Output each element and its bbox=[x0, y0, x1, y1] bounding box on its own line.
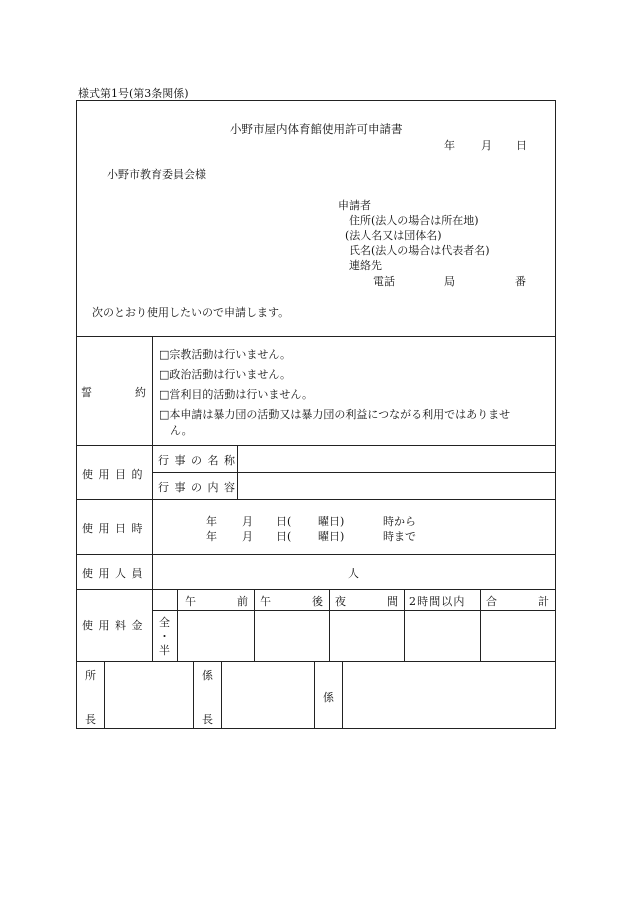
applicant-label: 申請者 bbox=[338, 199, 371, 212]
phone-label: 電話 bbox=[373, 275, 395, 288]
pledge-item: □本申請は暴力団の活動又は暴力団の利益につながる利用ではありませ bbox=[159, 408, 511, 421]
start-weekday: 曜日) bbox=[318, 515, 345, 528]
divider bbox=[177, 589, 178, 661]
divider bbox=[76, 336, 556, 337]
fee-header-two-hours: 2時間以内 bbox=[409, 595, 466, 608]
divider bbox=[221, 661, 222, 729]
full-half-dot: ・ bbox=[159, 630, 170, 643]
end-day: 日( bbox=[276, 530, 292, 543]
divider bbox=[76, 589, 556, 590]
end-year: 年 bbox=[206, 530, 217, 543]
divider bbox=[76, 661, 556, 662]
fee-header-night-a: 夜 bbox=[335, 595, 346, 608]
divider bbox=[104, 661, 105, 729]
form-title: 小野市屋内体育館使用許可申請書 bbox=[230, 122, 403, 136]
pledge-label-left: 誓 bbox=[81, 386, 92, 399]
full-half-half: 半 bbox=[159, 644, 170, 657]
director-bottom: 長 bbox=[85, 713, 96, 726]
fee-header-morning-b: 前 bbox=[237, 595, 248, 608]
divider bbox=[152, 610, 556, 611]
phone-exchange: 局 bbox=[444, 275, 455, 288]
divider bbox=[342, 661, 343, 729]
date-day: 日 bbox=[516, 139, 527, 152]
addressee: 小野市教育委員会様 bbox=[107, 168, 206, 181]
applicant-org-name: (法人名又は団体名) bbox=[345, 229, 442, 242]
start-day: 日( bbox=[276, 515, 292, 528]
date-month: 月 bbox=[481, 139, 492, 152]
divider bbox=[314, 661, 315, 729]
fee-label: 使用料金 bbox=[82, 619, 148, 632]
fee-header-total-b: 計 bbox=[538, 595, 549, 608]
fee-header-night-b: 間 bbox=[387, 595, 398, 608]
event-content-label: 行事の内容 bbox=[158, 481, 241, 494]
staff-label: 係 bbox=[323, 691, 334, 704]
fee-header-total-a: 合 bbox=[486, 595, 497, 608]
section-chief-top: 係 bbox=[202, 669, 213, 682]
form-number: 様式第1号(第3条関係) bbox=[78, 87, 189, 100]
start-year: 年 bbox=[206, 515, 217, 528]
event-content-field[interactable] bbox=[238, 473, 555, 498]
divider bbox=[193, 661, 194, 729]
end-month: 月 bbox=[242, 530, 253, 543]
datetime-label: 使用日時 bbox=[82, 522, 148, 535]
pledge-item-continued: ん。 bbox=[170, 424, 193, 437]
pledge-item: □営利目的活動は行いません。 bbox=[159, 388, 314, 401]
divider bbox=[254, 589, 255, 661]
divider bbox=[329, 589, 330, 661]
director-top: 所 bbox=[85, 669, 96, 682]
event-name-label: 行事の名称 bbox=[158, 454, 241, 467]
fee-header-morning-a: 午 bbox=[185, 595, 196, 608]
fee-header-afternoon-b: 後 bbox=[312, 595, 323, 608]
applicant-contact: 連絡先 bbox=[349, 259, 382, 272]
divider bbox=[404, 589, 405, 661]
start-time: 時から bbox=[383, 515, 416, 528]
start-month: 月 bbox=[242, 515, 253, 528]
end-weekday: 曜日) bbox=[318, 530, 345, 543]
divider bbox=[152, 336, 153, 661]
request-statement: 次のとおり使用したいので申請します。 bbox=[92, 306, 290, 319]
full-half-full: 全 bbox=[159, 616, 170, 629]
divider bbox=[76, 554, 556, 555]
purpose-label: 使用目的 bbox=[82, 468, 148, 481]
applicant-name: 氏名(法人の場合は代表者名) bbox=[349, 244, 490, 257]
pledge-item: □政治活動は行いません。 bbox=[159, 368, 292, 381]
divider bbox=[76, 499, 556, 500]
people-unit: 人 bbox=[348, 567, 359, 580]
end-time: 時まで bbox=[383, 530, 416, 543]
phone-number: 番 bbox=[515, 275, 526, 288]
divider bbox=[480, 589, 481, 661]
pledge-item: □宗教活動は行いません。 bbox=[159, 348, 292, 361]
event-name-field[interactable] bbox=[238, 446, 555, 471]
date-year: 年 bbox=[444, 139, 455, 152]
people-label: 使用人員 bbox=[82, 567, 148, 580]
applicant-address: 住所(法人の場合は所在地) bbox=[349, 214, 479, 227]
pledge-label-right: 約 bbox=[135, 386, 146, 399]
fee-header-afternoon-a: 午 bbox=[260, 595, 271, 608]
section-chief-bottom: 長 bbox=[202, 713, 213, 726]
